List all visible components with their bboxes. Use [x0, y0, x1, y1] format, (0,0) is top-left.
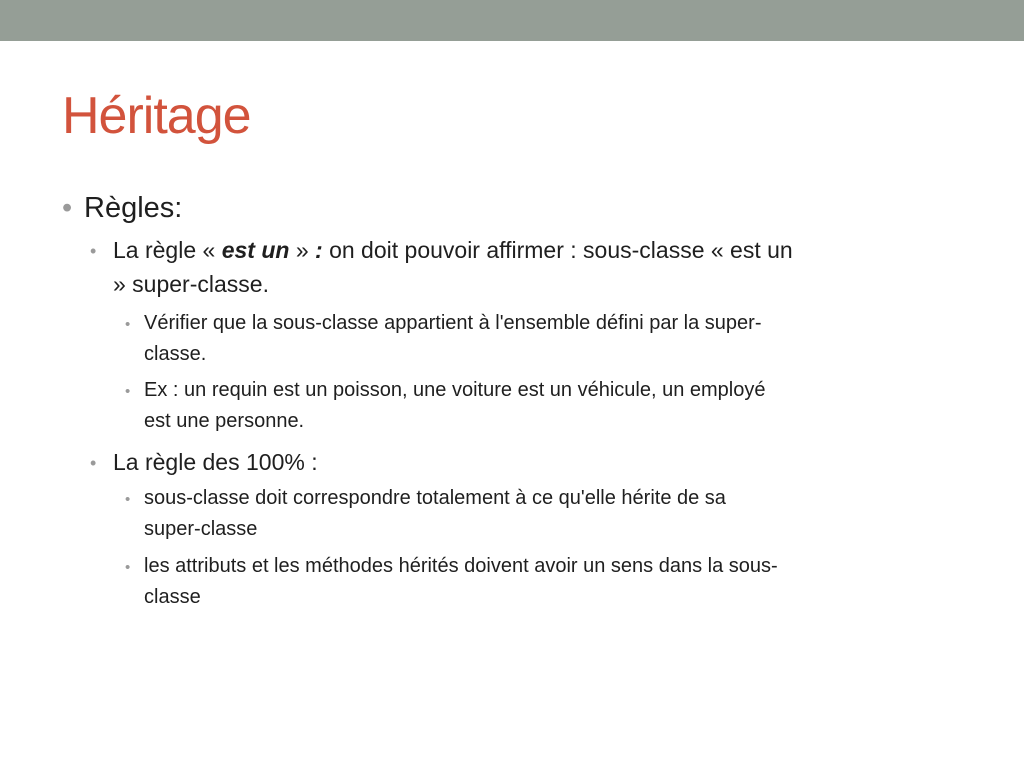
sub-ex-line1: Ex : un requin est un poisson, une voiture est un véhicule, un employé [144, 379, 766, 401]
slide-title: Héritage [62, 87, 251, 145]
sub-cent2-line2: classe [144, 586, 201, 608]
est-un-emphasis: est un [221, 237, 290, 263]
bullet-dot: • [90, 241, 97, 261]
top-accent-bar [0, 0, 1024, 41]
bullet-est-un [113, 233, 793, 267]
sub-cent1-line1: sous-classe doit correspondre totalement à ce qu'elle hérite de sa [144, 487, 726, 509]
sub-verifier-line1: Vérifier que la sous-classe appartient à l'ensemble défini par la super- [144, 312, 762, 334]
bullet-dot: • [125, 316, 131, 333]
est-un-colon: : [315, 237, 323, 263]
est-un-middle: » [289, 237, 316, 263]
sub-ex-line2: est une personne. [144, 410, 305, 432]
sub-verifier-line2: classe. [144, 343, 207, 365]
bullet-dot: • [125, 491, 131, 508]
bullet-dot: • [125, 559, 131, 576]
bullet-dot: • [62, 192, 73, 224]
est-un-rest: on doit pouvoir affirmer : sous-classe « est un [322, 237, 793, 263]
bullet-dot: • [90, 453, 97, 473]
est-un-prefix: La règle « [113, 237, 222, 263]
sub-cent2-line1: les attributs et les méthodes hérités doivent avoir un sens dans la sous- [144, 555, 778, 577]
bullet-est-un-line2: » super-classe. [113, 271, 269, 297]
bullet-dot: • [125, 383, 131, 400]
bullet-regles: Règles: [84, 192, 183, 224]
sub-cent1-line2: super-classe [144, 518, 258, 540]
bullet-cent: La règle des 100% : [113, 449, 318, 475]
